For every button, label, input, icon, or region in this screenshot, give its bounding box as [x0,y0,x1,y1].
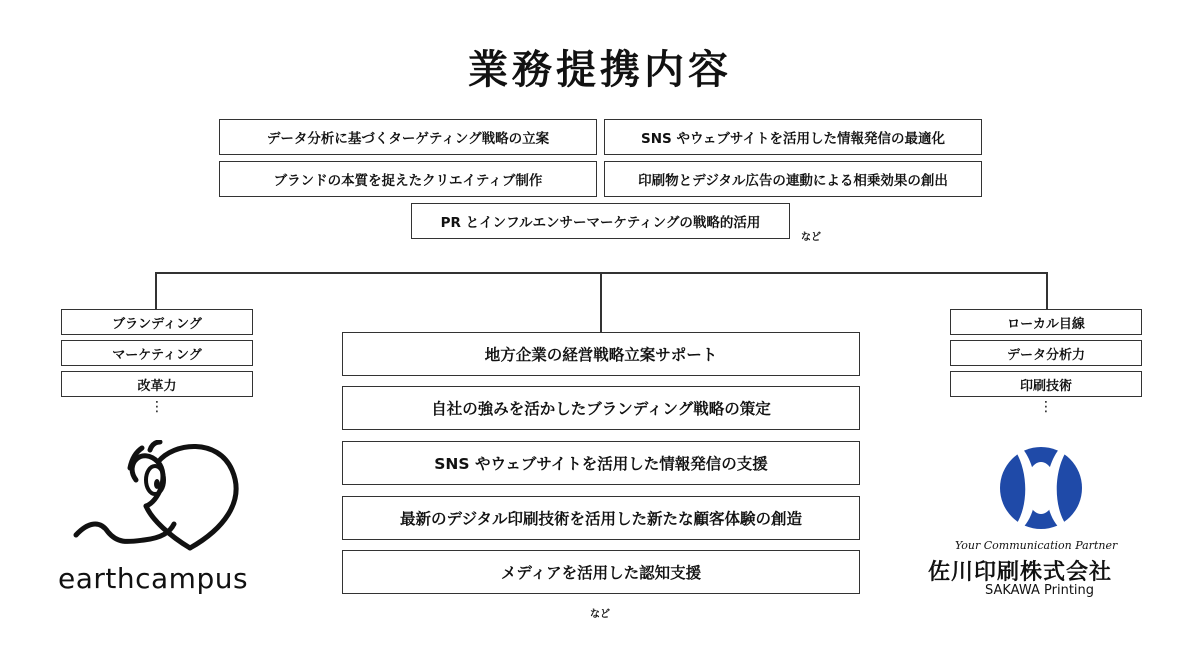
top-item-print-digital: 印刷物とデジタル広告の連動による相乗効果の創出 [604,161,982,197]
left-ellipsis: ⋮ [150,399,164,415]
connector-horizontal [155,272,1048,274]
connector-center [600,272,602,332]
sakawa-company-name-en: SAKAWA Printing [985,583,1095,598]
top-item-targeting: データ分析に基づくターゲティング戦略の立案 [219,119,597,155]
center-item-media: メディアを活用した認知支援 [342,550,860,594]
earthcampus-logo-mark [62,440,272,555]
center-item-sns: SNS やウェブサイトを活用した情報発信の支援 [342,441,860,485]
right-item-data: データ分析力 [950,340,1142,366]
left-item-reform: 改革力 [61,371,253,397]
connector-left [155,272,157,309]
right-item-local: ローカル目線 [950,309,1142,335]
center-note: など [590,609,610,620]
sakawa-logo-mark [997,441,1085,535]
connector-right [1046,272,1048,309]
top-item-sns: SNS やウェブサイトを活用した情報発信の最適化 [604,119,982,155]
top-item-creative: ブランドの本質を捉えたクリエイティブ制作 [219,161,597,197]
center-item-digital-print: 最新のデジタル印刷技術を活用した新たな顧客体験の創造 [342,496,860,540]
left-item-branding: ブランディング [61,309,253,335]
center-item-branding: 自社の強みを活かしたブランディング戦略の策定 [342,386,860,430]
earthcampus-mascot-icon [62,440,272,555]
left-item-marketing: マーケティング [61,340,253,366]
sakawa-tagline: Your Communication Partner [955,539,1118,552]
earthcampus-wordmark: earthcampus [58,562,249,595]
top-note: など [801,232,821,243]
right-ellipsis: ⋮ [1039,399,1053,415]
top-item-pr: PR とインフルエンサーマーケティングの戦略的活用 [411,203,790,239]
center-item-strategy: 地方企業の経営戦略立案サポート [342,332,860,376]
right-item-printing: 印刷技術 [950,371,1142,397]
page-title: 業務提携内容 [468,47,732,93]
sakawa-emblem-icon [997,441,1085,535]
sakawa-company-name: 佐川印刷株式会社 [928,560,1113,585]
